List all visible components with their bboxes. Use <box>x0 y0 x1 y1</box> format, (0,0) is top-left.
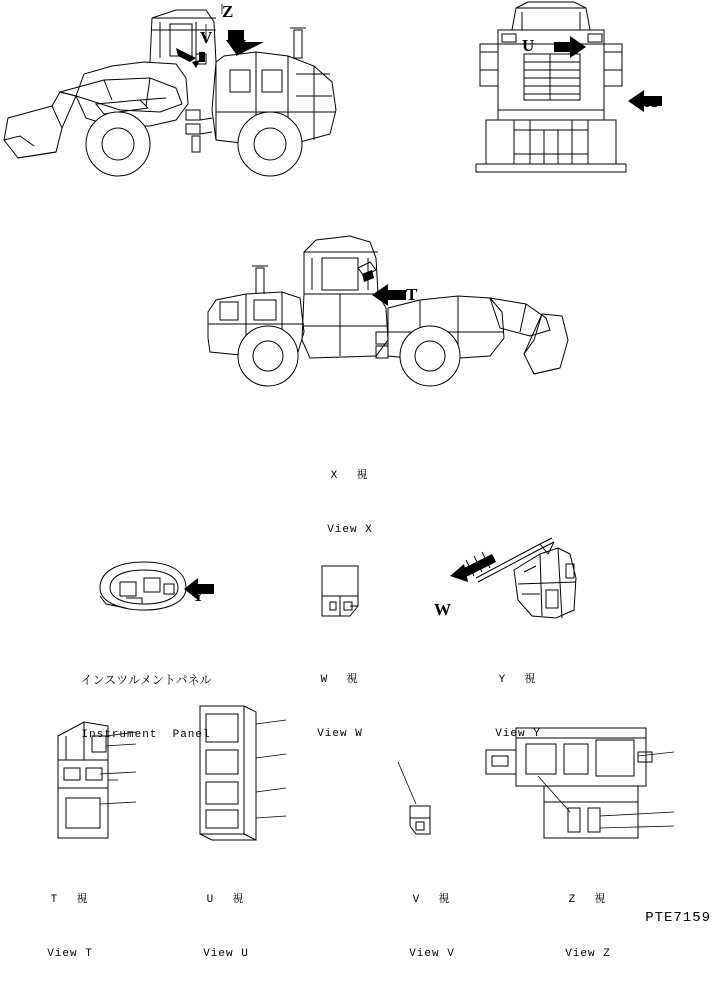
view-u-figure <box>186 702 296 847</box>
callout-t: T <box>406 285 418 304</box>
caption-view-y-jp: Y 視 <box>498 674 538 686</box>
machine-side-view-figure <box>0 0 350 190</box>
view-y-figure <box>430 524 600 634</box>
view-u-drawing <box>186 702 296 847</box>
caption-view-x-en: View X <box>327 523 373 536</box>
caption-view-t <box>20 854 120 1002</box>
view-z-figure <box>478 716 688 846</box>
caption-view-w-jp: W 視 <box>320 674 360 686</box>
machine-front-view-figure <box>470 0 725 190</box>
machine-view-x-drawing <box>190 228 570 418</box>
drawing-number: PTE7159 <box>645 910 711 926</box>
caption-view-z <box>538 854 638 1002</box>
caption-view-w-en: View W <box>317 727 363 740</box>
caption-view-z-jp: Z 視 <box>568 894 608 906</box>
callout-y: Y <box>192 586 205 605</box>
callout-v: V <box>200 28 213 47</box>
caption-view-u-en: View U <box>203 947 249 960</box>
caption-view-x <box>300 430 400 578</box>
callout-w: W <box>434 600 451 619</box>
machine-front-view-drawing <box>470 0 725 190</box>
callout-u: U <box>522 36 535 55</box>
instrument-panel-drawing <box>86 556 226 626</box>
caption-view-u-jp: U 視 <box>206 894 246 906</box>
caption-view-v-jp: V 視 <box>412 894 452 906</box>
caption-view-t-en: View T <box>47 947 93 960</box>
view-t-drawing <box>40 714 150 844</box>
caption-view-u <box>176 854 276 1002</box>
caption-view-v-en: View V <box>409 947 455 960</box>
view-v-drawing <box>380 760 460 845</box>
caption-instrument-panel-jp: インスツルメントパネル <box>80 674 212 688</box>
caption-view-w <box>290 634 390 782</box>
caption-view-v <box>382 854 482 1002</box>
view-w-drawing <box>310 560 370 630</box>
caption-view-y-en: View Y <box>495 727 541 740</box>
caption-view-z-en: View Z <box>565 947 611 960</box>
caption-view-x-jp: X 視 <box>330 470 370 482</box>
view-v-figure <box>380 760 460 845</box>
callout-z: Z <box>222 2 234 21</box>
machine-view-x-figure <box>190 228 570 418</box>
view-y-drawing <box>430 524 600 634</box>
caption-instrument-panel-en: Instrument Panel <box>81 729 211 741</box>
view-t-figure <box>40 714 150 844</box>
view-z-drawing <box>478 716 688 846</box>
callout-x: X <box>645 92 658 111</box>
view-w-figure <box>310 560 370 630</box>
machine-side-view-drawing <box>0 0 350 190</box>
caption-view-t-jp: T 視 <box>50 894 90 906</box>
instrument-panel-figure <box>86 556 226 626</box>
